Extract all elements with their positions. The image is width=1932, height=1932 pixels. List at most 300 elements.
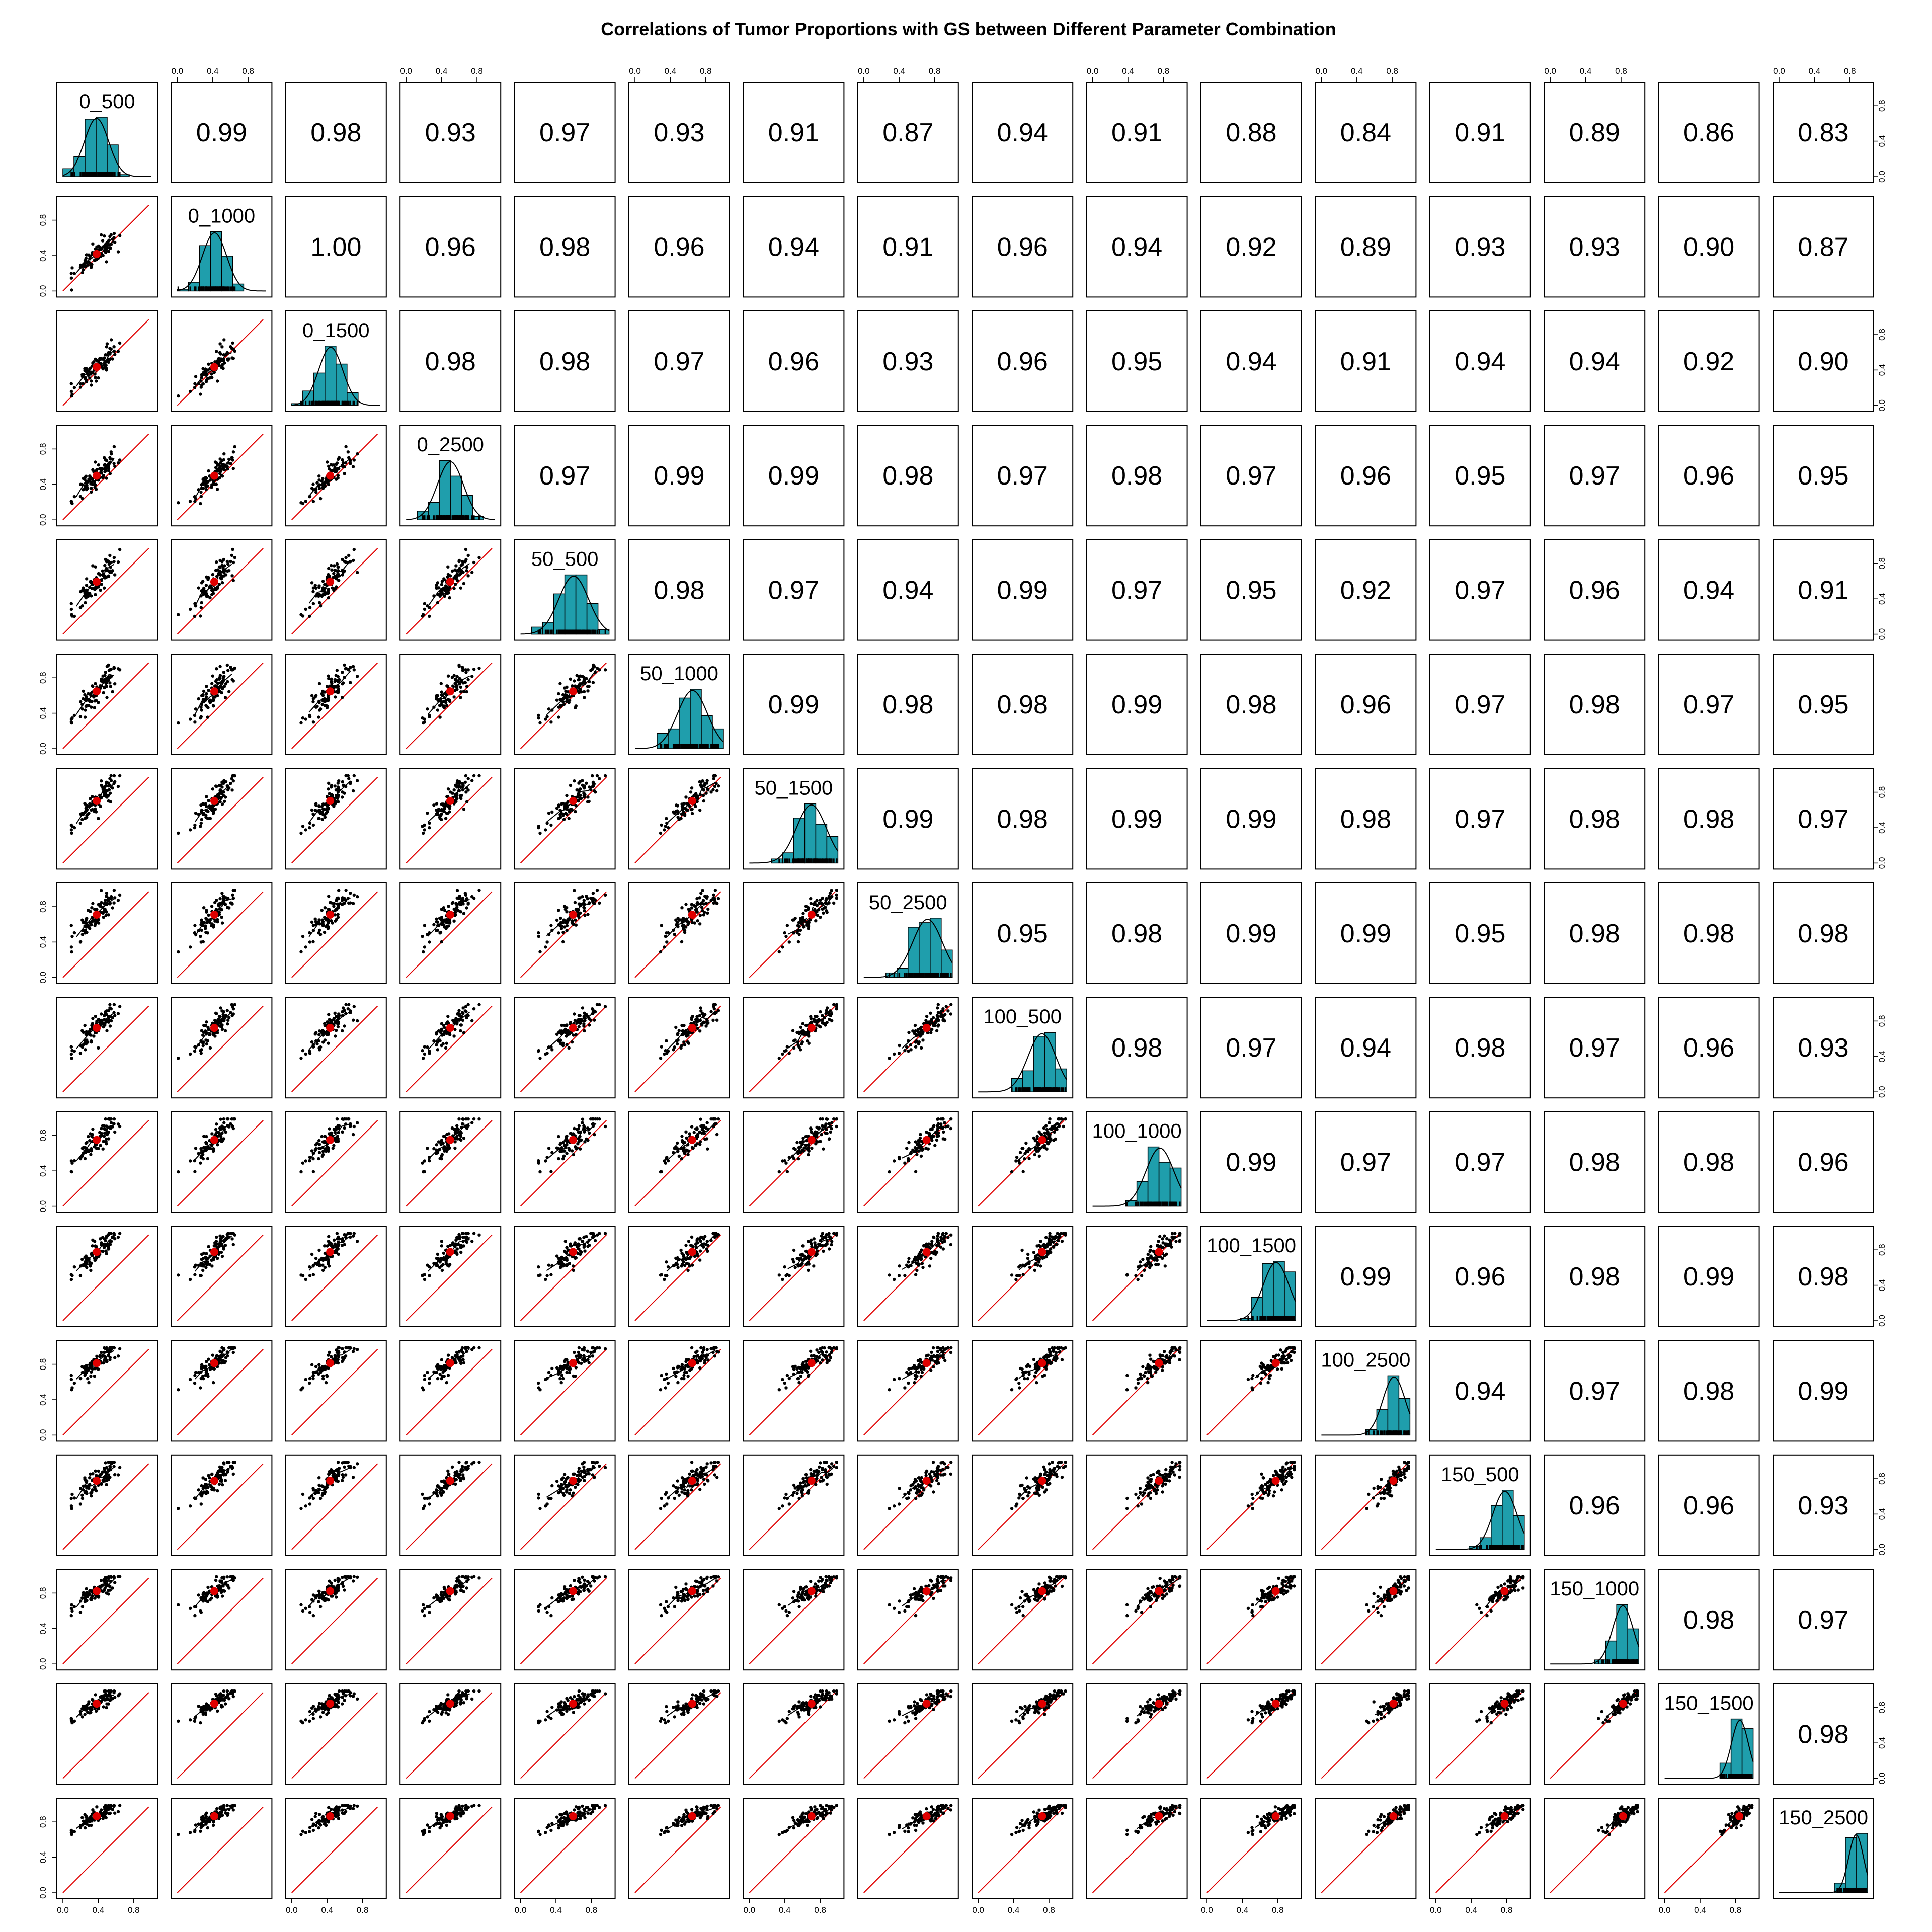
data-point bbox=[222, 671, 225, 674]
data-point bbox=[206, 715, 209, 718]
data-point bbox=[90, 1147, 93, 1150]
data-point bbox=[320, 909, 324, 912]
data-point bbox=[108, 456, 111, 459]
data-point bbox=[94, 1015, 97, 1018]
data-point bbox=[90, 383, 93, 386]
data-point bbox=[105, 782, 108, 785]
data-point bbox=[118, 894, 121, 897]
data-point bbox=[321, 580, 325, 583]
data-point bbox=[825, 897, 828, 900]
data-point bbox=[102, 358, 105, 361]
data-point bbox=[308, 826, 311, 829]
data-point bbox=[334, 695, 337, 698]
data-point bbox=[665, 940, 668, 943]
data-point bbox=[893, 1053, 896, 1056]
data-point bbox=[70, 277, 73, 280]
data-point bbox=[335, 585, 338, 588]
data-point bbox=[537, 935, 540, 938]
data-point bbox=[193, 1050, 196, 1053]
correlation-value: 0.95 bbox=[1111, 347, 1163, 376]
data-point bbox=[324, 1038, 327, 1041]
data-point bbox=[85, 919, 88, 922]
data-point bbox=[586, 689, 589, 692]
data-point bbox=[111, 690, 114, 693]
centroid-marker bbox=[93, 1136, 101, 1144]
correlation-value: 0.92 bbox=[1226, 232, 1277, 262]
data-point bbox=[932, 1016, 935, 1019]
data-point bbox=[299, 1170, 302, 1173]
data-point bbox=[343, 1126, 346, 1130]
correlation-value: 0.97 bbox=[539, 461, 591, 491]
data-point bbox=[189, 1159, 192, 1162]
correlation-value: 0.99 bbox=[1226, 804, 1277, 834]
data-point bbox=[343, 664, 346, 667]
data-point bbox=[70, 382, 73, 385]
data-point bbox=[578, 1014, 581, 1017]
data-point bbox=[103, 1014, 106, 1017]
data-point bbox=[90, 906, 93, 909]
data-point bbox=[814, 1015, 817, 1018]
data-point bbox=[588, 800, 591, 803]
histogram-bar bbox=[221, 256, 232, 291]
data-point bbox=[447, 787, 450, 790]
correlation-value: 0.91 bbox=[1798, 576, 1849, 605]
data-point bbox=[557, 817, 560, 820]
data-point bbox=[336, 1117, 339, 1120]
data-point bbox=[320, 805, 324, 808]
data-point bbox=[799, 917, 802, 920]
data-point bbox=[212, 925, 215, 928]
data-point bbox=[465, 1016, 468, 1019]
histogram-bar bbox=[85, 119, 96, 177]
data-point bbox=[84, 377, 87, 380]
histogram-bar bbox=[325, 346, 336, 406]
data-point bbox=[470, 1121, 473, 1124]
data-point bbox=[703, 911, 706, 914]
data-point bbox=[680, 906, 683, 909]
data-point bbox=[304, 717, 307, 720]
data-point bbox=[557, 803, 560, 807]
data-point bbox=[97, 376, 100, 379]
data-point bbox=[214, 460, 217, 463]
correlation-value: 0.98 bbox=[539, 347, 591, 376]
data-point bbox=[205, 1135, 208, 1138]
data-point bbox=[95, 258, 98, 261]
data-point bbox=[200, 822, 203, 825]
data-point bbox=[457, 560, 460, 563]
data-point bbox=[70, 1159, 73, 1162]
data-point bbox=[341, 573, 344, 576]
data-point bbox=[317, 804, 320, 808]
data-point bbox=[208, 596, 211, 599]
data-point bbox=[598, 902, 601, 905]
data-point bbox=[94, 358, 97, 361]
data-point bbox=[310, 921, 313, 924]
data-point bbox=[604, 1005, 607, 1008]
data-point bbox=[462, 808, 465, 811]
data-point bbox=[472, 774, 475, 777]
data-point bbox=[456, 579, 459, 582]
data-point bbox=[347, 1007, 350, 1010]
data-point bbox=[79, 382, 82, 385]
data-point bbox=[111, 357, 114, 360]
data-point bbox=[566, 924, 569, 927]
centroid-marker bbox=[93, 797, 101, 805]
data-point bbox=[314, 491, 317, 494]
data-point bbox=[435, 1031, 438, 1034]
data-point bbox=[233, 445, 236, 448]
centroid-marker bbox=[569, 687, 577, 695]
data-point bbox=[84, 817, 87, 820]
data-point bbox=[717, 897, 720, 900]
data-point bbox=[200, 1052, 203, 1055]
data-point bbox=[222, 338, 225, 341]
data-point bbox=[205, 909, 208, 912]
data-point bbox=[696, 1027, 699, 1030]
data-point bbox=[327, 699, 330, 702]
centroid-marker bbox=[446, 687, 454, 695]
centroid-marker bbox=[808, 1024, 816, 1032]
data-point bbox=[95, 920, 98, 923]
data-point bbox=[231, 894, 234, 897]
data-point bbox=[428, 940, 431, 943]
data-point bbox=[221, 921, 224, 924]
centroid-marker bbox=[808, 911, 816, 919]
data-point bbox=[591, 897, 594, 900]
data-point bbox=[828, 895, 831, 898]
data-point bbox=[210, 682, 213, 685]
data-point bbox=[92, 360, 95, 363]
data-point bbox=[312, 500, 315, 503]
data-point bbox=[423, 608, 426, 611]
data-point bbox=[448, 1033, 451, 1036]
data-point bbox=[907, 1031, 910, 1034]
data-point bbox=[110, 774, 113, 777]
data-point bbox=[222, 1117, 225, 1120]
data-point bbox=[107, 1018, 110, 1021]
correlation-value: 0.96 bbox=[768, 347, 820, 376]
data-point bbox=[712, 894, 715, 897]
data-point bbox=[299, 501, 302, 504]
data-point bbox=[216, 488, 219, 491]
data-point bbox=[224, 1029, 227, 1032]
data-point bbox=[712, 777, 715, 780]
centroid-marker bbox=[326, 578, 334, 586]
correlation-value: 0.98 bbox=[1569, 804, 1620, 834]
data-point bbox=[663, 945, 666, 948]
data-point bbox=[788, 1052, 791, 1055]
data-point bbox=[921, 1038, 924, 1041]
data-point bbox=[709, 790, 712, 793]
data-point bbox=[596, 667, 599, 670]
data-point bbox=[459, 795, 462, 798]
data-point bbox=[786, 924, 789, 927]
data-point bbox=[206, 810, 209, 813]
data-point bbox=[565, 1034, 568, 1037]
data-point bbox=[89, 475, 92, 478]
data-point bbox=[472, 1007, 475, 1010]
data-point bbox=[220, 1140, 223, 1143]
data-point bbox=[310, 809, 313, 812]
data-point bbox=[105, 476, 108, 479]
correlation-value: 0.94 bbox=[1111, 232, 1163, 262]
data-point bbox=[574, 1019, 577, 1022]
data-point bbox=[835, 1007, 838, 1010]
data-point bbox=[216, 379, 219, 382]
data-point bbox=[426, 1045, 429, 1049]
data-point bbox=[70, 945, 73, 948]
data-point bbox=[319, 1045, 322, 1049]
data-point bbox=[432, 1147, 435, 1150]
data-point bbox=[304, 1053, 307, 1056]
data-point bbox=[459, 587, 462, 590]
data-point bbox=[586, 795, 589, 798]
data-point bbox=[454, 583, 457, 586]
data-point bbox=[311, 590, 314, 593]
correlation-value: 0.96 bbox=[997, 347, 1048, 376]
data-point bbox=[99, 1144, 102, 1147]
data-point bbox=[105, 914, 108, 917]
data-point bbox=[93, 908, 96, 911]
data-point bbox=[311, 940, 314, 943]
centroid-marker bbox=[210, 911, 218, 919]
data-point bbox=[312, 720, 315, 723]
data-point bbox=[428, 715, 431, 718]
data-point bbox=[443, 595, 446, 598]
data-point bbox=[90, 706, 93, 709]
centroid-marker bbox=[210, 1136, 218, 1144]
data-point bbox=[898, 1044, 901, 1047]
data-point bbox=[230, 574, 233, 577]
data-point bbox=[673, 933, 676, 936]
variable-label: 50_1000 bbox=[640, 663, 718, 685]
data-point bbox=[810, 902, 813, 905]
data-point bbox=[310, 694, 313, 697]
data-point bbox=[342, 681, 345, 684]
data-point bbox=[477, 774, 480, 777]
data-point bbox=[117, 1012, 120, 1015]
data-point bbox=[327, 677, 330, 680]
variable-label: 0_500 bbox=[79, 91, 135, 113]
variable-label: 0_1500 bbox=[302, 319, 370, 342]
data-point bbox=[110, 348, 113, 351]
data-point bbox=[89, 1153, 92, 1156]
data-point bbox=[85, 380, 88, 383]
data-point bbox=[674, 919, 677, 922]
data-point bbox=[352, 1019, 355, 1022]
data-point bbox=[937, 1019, 940, 1022]
data-point bbox=[205, 380, 208, 383]
data-point bbox=[232, 897, 235, 900]
data-point bbox=[795, 1031, 798, 1034]
data-point bbox=[95, 1147, 98, 1150]
data-point bbox=[91, 482, 94, 486]
data-point bbox=[438, 1039, 441, 1042]
data-point bbox=[104, 1117, 107, 1120]
data-point bbox=[465, 690, 468, 693]
data-point bbox=[715, 1019, 718, 1022]
data-point bbox=[700, 1023, 703, 1026]
data-point bbox=[557, 1031, 560, 1034]
data-point bbox=[422, 1057, 425, 1060]
data-point bbox=[778, 950, 781, 953]
data-point bbox=[85, 577, 88, 580]
correlation-value: 0.91 bbox=[1340, 347, 1392, 376]
data-point bbox=[209, 1046, 212, 1050]
data-point bbox=[581, 895, 584, 898]
data-point bbox=[453, 788, 456, 791]
data-point bbox=[428, 826, 431, 829]
data-point bbox=[213, 1019, 216, 1022]
data-point bbox=[189, 500, 192, 503]
data-point bbox=[460, 680, 463, 683]
data-point bbox=[659, 950, 662, 953]
data-point bbox=[423, 602, 426, 605]
data-point bbox=[200, 1029, 203, 1032]
data-point bbox=[458, 782, 461, 785]
data-point bbox=[698, 809, 701, 812]
data-point bbox=[341, 780, 344, 783]
data-point bbox=[177, 501, 180, 504]
data-point bbox=[941, 1007, 944, 1010]
data-point bbox=[678, 1029, 681, 1032]
data-point bbox=[696, 919, 699, 922]
data-point bbox=[349, 681, 352, 684]
data-point bbox=[117, 250, 120, 253]
data-point bbox=[103, 901, 106, 904]
data-point bbox=[320, 692, 324, 695]
data-point bbox=[70, 602, 73, 605]
data-point bbox=[323, 1141, 326, 1144]
data-point bbox=[102, 916, 105, 919]
correlation-value: 0.97 bbox=[1226, 1033, 1277, 1063]
data-point bbox=[220, 474, 223, 477]
data-point bbox=[222, 1121, 225, 1124]
data-point bbox=[84, 1157, 87, 1160]
data-point bbox=[604, 774, 607, 777]
data-point bbox=[200, 919, 203, 922]
data-point bbox=[592, 681, 595, 684]
data-point bbox=[100, 678, 103, 681]
data-point bbox=[111, 906, 114, 909]
data-point bbox=[81, 271, 84, 274]
data-point bbox=[204, 814, 207, 817]
data-point bbox=[94, 682, 97, 685]
data-point bbox=[112, 462, 115, 465]
data-point bbox=[213, 901, 216, 904]
data-point bbox=[337, 574, 340, 577]
data-point bbox=[327, 588, 330, 591]
data-point bbox=[199, 502, 202, 505]
data-point bbox=[676, 1032, 679, 1035]
histogram-bar bbox=[1044, 1032, 1056, 1092]
data-point bbox=[573, 889, 576, 892]
correlation-value: 0.95 bbox=[1226, 576, 1277, 605]
data-point bbox=[332, 572, 335, 575]
data-point bbox=[107, 784, 110, 787]
data-point bbox=[321, 1155, 324, 1158]
data-point bbox=[108, 681, 111, 684]
data-point bbox=[799, 929, 802, 932]
data-point bbox=[334, 784, 337, 787]
data-point bbox=[231, 342, 234, 345]
data-point bbox=[104, 671, 107, 674]
data-point bbox=[835, 889, 838, 892]
data-point bbox=[565, 929, 568, 932]
data-point bbox=[330, 569, 333, 572]
data-point bbox=[353, 1005, 356, 1008]
data-point bbox=[592, 664, 595, 667]
data-point bbox=[806, 923, 809, 926]
correlation-value: 0.87 bbox=[1798, 232, 1849, 262]
data-point bbox=[806, 1039, 809, 1042]
data-point bbox=[464, 558, 467, 561]
data-point bbox=[214, 808, 217, 811]
histogram-bar bbox=[793, 818, 804, 863]
data-point bbox=[189, 1053, 192, 1056]
data-point bbox=[690, 786, 693, 789]
data-point bbox=[103, 908, 106, 911]
centroid-marker bbox=[93, 578, 101, 586]
data-point bbox=[89, 1132, 92, 1135]
data-point bbox=[436, 601, 439, 604]
data-point bbox=[914, 1045, 917, 1049]
data-point bbox=[706, 908, 709, 911]
data-point bbox=[202, 906, 205, 909]
data-point bbox=[232, 774, 235, 777]
data-point bbox=[448, 596, 451, 599]
data-point bbox=[691, 812, 694, 815]
data-point bbox=[214, 466, 217, 469]
data-point bbox=[356, 1121, 359, 1124]
data-point bbox=[585, 677, 588, 680]
data-point bbox=[199, 825, 202, 828]
data-point bbox=[70, 825, 73, 828]
data-point bbox=[560, 1024, 564, 1027]
data-point bbox=[453, 1147, 456, 1150]
correlation-value: 0.95 bbox=[1798, 461, 1849, 491]
data-point bbox=[673, 1045, 676, 1049]
data-point bbox=[90, 491, 93, 494]
data-point bbox=[220, 574, 223, 577]
data-point bbox=[318, 1143, 321, 1146]
data-point bbox=[218, 342, 221, 345]
data-point bbox=[311, 483, 314, 486]
data-point bbox=[472, 1117, 475, 1120]
data-point bbox=[439, 931, 442, 934]
data-point bbox=[465, 906, 468, 909]
correlation-value: 0.98 bbox=[997, 690, 1048, 719]
data-point bbox=[109, 472, 112, 475]
data-point bbox=[448, 1147, 451, 1150]
data-point bbox=[110, 897, 113, 900]
data-point bbox=[538, 721, 541, 725]
data-point bbox=[214, 1128, 217, 1131]
data-point bbox=[207, 1147, 210, 1150]
data-point bbox=[103, 1124, 106, 1128]
correlation-value: 0.98 bbox=[310, 118, 362, 147]
data-point bbox=[103, 463, 106, 466]
data-point bbox=[108, 246, 111, 249]
data-point bbox=[428, 615, 431, 618]
data-point bbox=[914, 1024, 917, 1027]
data-point bbox=[702, 1014, 705, 1017]
data-point bbox=[664, 935, 667, 938]
data-point bbox=[229, 462, 232, 465]
data-point bbox=[832, 1003, 835, 1006]
data-point bbox=[103, 674, 106, 677]
data-point bbox=[93, 706, 96, 709]
